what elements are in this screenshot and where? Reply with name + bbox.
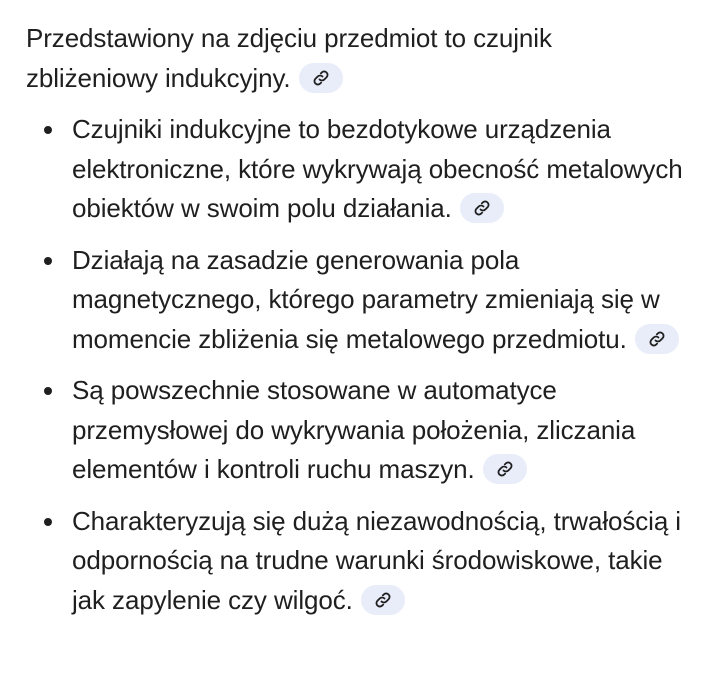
list-item xyxy=(26,110,686,229)
source-link-button[interactable] xyxy=(635,324,679,354)
source-link-button[interactable] xyxy=(483,454,527,484)
intro-paragraph xyxy=(26,18,686,98)
list-item-text: Czujniki indukcyjne to bezdotykowe urządzenia elektroniczne, które wykrywają obecność metalowych obiektów w swoim polu działania. xyxy=(72,114,683,223)
link-icon xyxy=(312,69,330,87)
source-link-button[interactable] xyxy=(460,193,504,223)
bullet-marker xyxy=(44,387,52,395)
list-item xyxy=(26,502,686,621)
list-item-text: Działają na zasadzie generowania pola magnetycznego, którego parametry zmieniają się w momencie zbliżenia się metalowego przedmiotu. xyxy=(72,244,660,354)
link-icon xyxy=(473,199,491,217)
list-item xyxy=(26,241,686,360)
bullet-marker xyxy=(44,257,52,265)
source-link-button[interactable] xyxy=(299,63,343,93)
source-link-button[interactable] xyxy=(361,585,405,615)
bullet-marker xyxy=(44,126,52,134)
response-content xyxy=(26,18,686,632)
bullet-list xyxy=(26,110,686,620)
link-icon xyxy=(496,460,514,478)
link-icon xyxy=(374,591,392,609)
link-icon xyxy=(648,330,666,348)
list-item xyxy=(26,371,686,490)
list-item-text: Charakteryzują się dużą niezawodnością, trwałością i odpornością na trudne warunki środowiskowe, takie jak zapylenie czy wilgoć. xyxy=(72,505,681,615)
intro-text: Przedstawiony na zdjęciu przedmiot to czujnik zbliżeniowy indukcyjny. xyxy=(26,23,552,93)
list-item-text: Są powszechnie stosowane w automatyce przemysłowej do wykrywania położenia, zliczania elementów i kontroli ruchu maszyn. xyxy=(72,375,636,484)
bullet-marker xyxy=(44,518,52,526)
